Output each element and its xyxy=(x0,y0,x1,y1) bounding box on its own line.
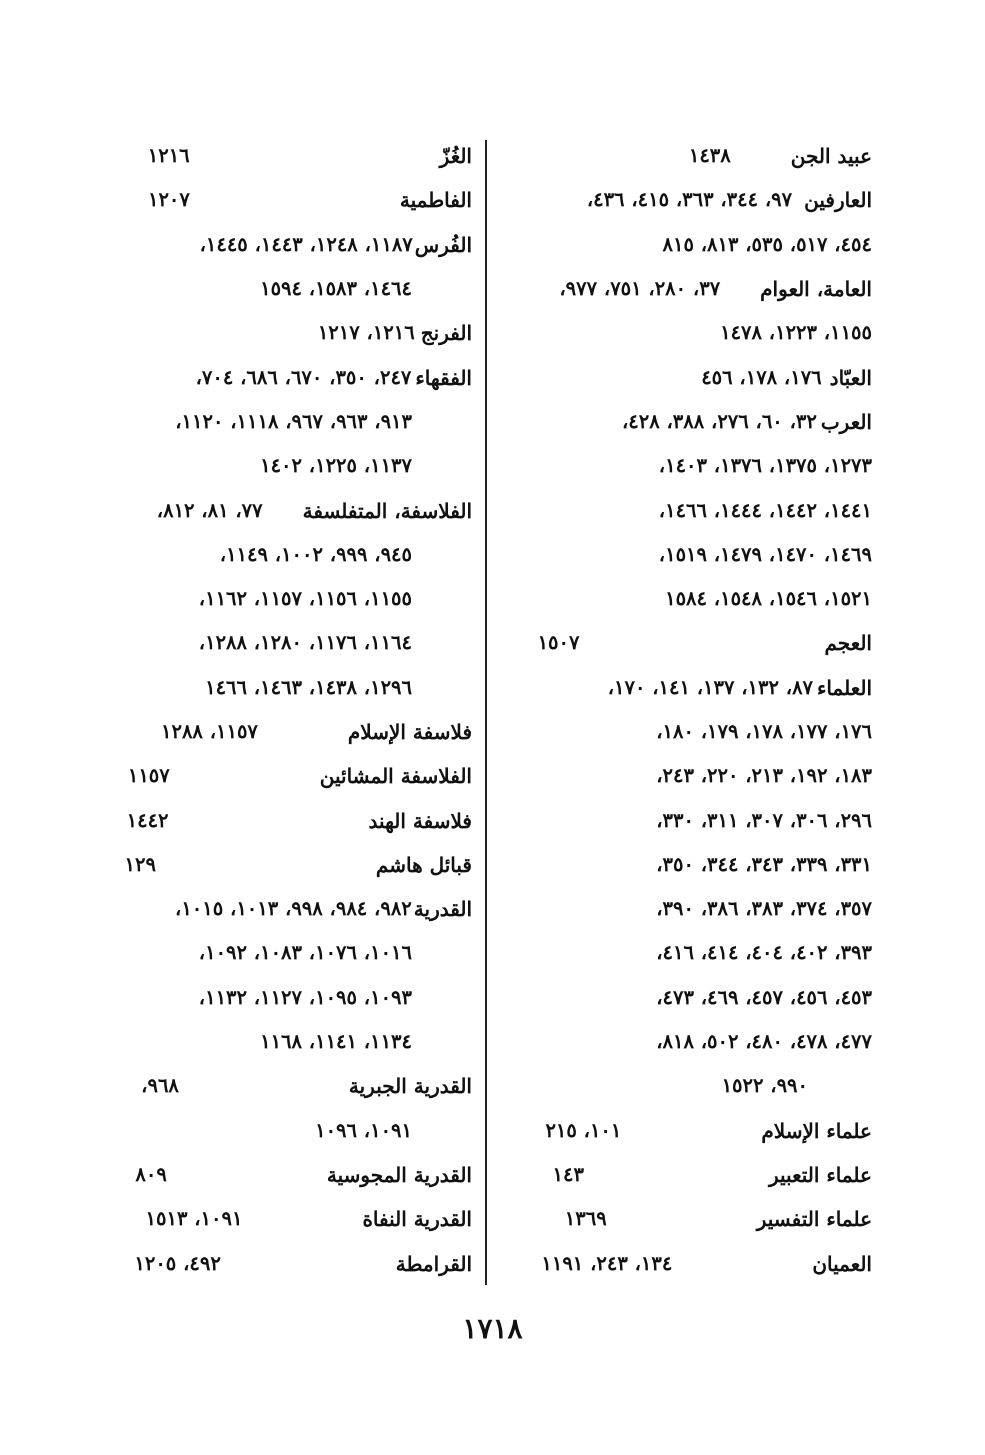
index-continuation-line xyxy=(100,1109,472,1153)
index-term: الفلاسفة، المتفلسفة xyxy=(302,498,472,523)
index-term: القرامطة xyxy=(395,1251,472,1276)
index-page-refs: ١١٥٧، ١٢٨٨ xyxy=(161,720,258,743)
index-page-refs: ٤٧٧، ٤٧٨، ٤٨٠، ٥٠٢، ٨١٨، xyxy=(656,1030,872,1054)
index-entry xyxy=(100,843,472,887)
index-continuation-line xyxy=(500,444,872,488)
index-continuation-line xyxy=(500,931,872,975)
index-page-refs: ١٢٧٣، ١٣٧٥، ١٣٧٦، ١٤٠٣، xyxy=(658,454,872,478)
index-page-refs: ٩٧، ٣٤٤، ٣٦٣، ٤١٥، ٤٣٦، xyxy=(586,188,793,212)
index-page-refs: ٣٣١، ٣٣٩، ٣٤٣، ٣٤٤، ٣٥٠، xyxy=(656,852,872,876)
index-entry xyxy=(100,798,472,842)
index-page-refs: ١١٣٤، ١١٤١، ١١٦٨ xyxy=(260,1030,412,1054)
column-divider xyxy=(485,140,487,1285)
index-continuation-line xyxy=(100,1020,472,1064)
index-term: العجم xyxy=(824,631,872,656)
index-entry xyxy=(500,1197,872,1241)
index-term: علماء التفسير xyxy=(756,1207,872,1232)
index-entry xyxy=(500,1109,872,1153)
index-page-refs: ١١٣٧، ١٢٢٥، ١٤٠٢ xyxy=(260,454,412,478)
index-continuation-line xyxy=(500,577,872,621)
index-term: العرب xyxy=(820,409,872,434)
index-page-refs: ١٧٦، ١٧٨، ٤٥٦ xyxy=(701,365,822,389)
index-entry xyxy=(500,666,872,710)
index-term: عبيد الجن xyxy=(790,144,872,169)
index-page-refs: ٢٩٦، ٣٠٦، ٣٠٧، ٣١١، ٣٣٠، xyxy=(656,808,872,832)
index-term: فلاسفة الهند xyxy=(368,808,472,833)
index-term: الفقهاء xyxy=(415,365,472,390)
index-entry xyxy=(500,134,872,178)
index-page-refs: ١٢٠٧ xyxy=(147,188,190,212)
index-page-refs: ١٠٩١، ١٠٩٦ xyxy=(315,1118,412,1142)
index-term: القدرية الجبرية xyxy=(348,1074,472,1099)
index-entry xyxy=(100,488,472,532)
index-continuation-line xyxy=(100,976,472,1020)
index-page-refs: ١١٥٥، ١٢٢٣، ١٤٧٨ xyxy=(720,321,872,345)
page-number: ١٧١٨ xyxy=(462,1312,523,1345)
index-page-refs: ١٢١٦، ١٢١٧ xyxy=(317,321,415,345)
index-page-refs: ٢٤٧، ٣٥٠، ٦٧٠، ٦٨٦، ٧٠٤، xyxy=(195,365,412,389)
index-page-refs: ٩٨٢، ٩٨٤، ٩٩٨، ١٠١٣، ١٠١٥، xyxy=(175,897,412,921)
index-page-refs: ١٠٩١، ١٥١٣ xyxy=(145,1207,243,1231)
index-term: قبائل هاشم xyxy=(375,852,472,877)
index-term: علماء الإسلام xyxy=(761,1118,872,1143)
index-continuation-line xyxy=(500,1020,872,1064)
index-page-refs: ١٤٣ xyxy=(552,1162,584,1186)
index-continuation-line xyxy=(500,223,872,267)
index-page-refs: ١١٦٤، ١١٧٦، ١٢٨٠، ١٢٨٨، xyxy=(198,631,412,655)
index-entry xyxy=(500,1241,872,1285)
index-continuation-line xyxy=(100,444,472,488)
index-term: العميان xyxy=(812,1251,872,1276)
index-page-refs: ١٠١٦، ١٠٧٦، ١٠٨٣، ١٠٩٢، xyxy=(198,941,412,965)
index-page-refs: ١٥٠٧ xyxy=(537,631,580,655)
index-entry xyxy=(500,178,872,222)
index-term: فلاسفة الإسلام xyxy=(347,720,472,744)
index-continuation-line xyxy=(500,1064,872,1108)
index-continuation-line xyxy=(500,798,872,842)
index-term: الفلاسفة المشائين xyxy=(319,764,472,789)
index-page-refs: ٤٩٢، ١٢٠٥ xyxy=(134,1251,221,1275)
index-term: العبّاد xyxy=(829,365,872,390)
index-column-left xyxy=(100,134,472,1286)
index-page-refs: ٤٥٤، ٥١٧، ٥٣٥، ٨١٣، ٨١٥ xyxy=(662,232,872,256)
index-page-refs: ١٥٢١، ١٥٤٦، ١٥٤٨، ١٥٨٤ xyxy=(665,587,872,611)
index-entry xyxy=(100,887,472,931)
index-continuation-line xyxy=(500,488,872,532)
index-entry xyxy=(100,355,472,399)
index-page-refs: ١٢٩٦، ١٤٣٨، ١٤٦٣، ١٤٦٦ xyxy=(205,675,412,699)
index-term: العامة، العوام xyxy=(760,277,872,302)
index-continuation-line xyxy=(100,931,472,975)
index-page-refs: ٨٠٩ xyxy=(135,1162,167,1186)
index-entry xyxy=(100,1153,472,1197)
index-continuation-line xyxy=(100,666,472,710)
index-continuation-line xyxy=(100,267,472,311)
index-page-refs: ١٤٤٢ xyxy=(126,808,169,832)
index-continuation-line xyxy=(500,754,872,798)
index-term: القدرية xyxy=(413,897,472,922)
index-page-refs: ١١٥٥، ١١٥٦، ١١٥٧، ١١٦٢، xyxy=(198,587,412,611)
index-page-refs: ١٣٤، ٢٤٣، ١١٩١ xyxy=(541,1251,673,1275)
index-term: العلماء xyxy=(817,675,872,700)
index-continuation-line xyxy=(500,710,872,754)
index-entry xyxy=(500,355,872,399)
index-entry xyxy=(500,400,872,444)
index-term: الفُرس xyxy=(414,232,472,257)
index-page-refs: ١٧٦، ١٧٧، ١٧٨، ١٧٩، ١٨٠، xyxy=(656,720,872,743)
index-entry xyxy=(100,710,472,754)
index-page-refs: ٣٢، ٦٠، ٢٧٦، ٣٨٨، ٤٢٨، xyxy=(621,409,817,433)
index-page-refs: ١٢١٦ xyxy=(147,144,190,168)
index-entry xyxy=(100,754,472,798)
index-entry xyxy=(500,621,872,665)
index-term: الفاطمية xyxy=(399,188,472,213)
index-entry xyxy=(100,311,472,355)
index-page-refs: ٤٥٣، ٤٥٦، ٤٥٧، ٤٦٩، ٤٧٣، xyxy=(656,985,872,1009)
index-continuation-line xyxy=(500,311,872,355)
index-page-refs: ١٤٣٨ xyxy=(688,144,731,168)
index-term: علماء التعبير xyxy=(768,1162,872,1187)
index-continuation-line xyxy=(100,577,472,621)
index-page-refs: ٣٧، ٢٨٠، ٧٥١، ٩٧٧، xyxy=(559,277,721,301)
index-entry xyxy=(100,1197,472,1241)
index-entry xyxy=(100,223,472,267)
index-entry xyxy=(100,1064,472,1108)
index-page-refs: ٩٩٠، ١٥٢٢ xyxy=(721,1074,808,1098)
index-term: الغُزّ xyxy=(439,144,472,169)
index-continuation-line xyxy=(100,400,472,444)
index-page-refs: ٣٥٧، ٣٧٤، ٣٨٣، ٣٨٦، ٣٩٠، xyxy=(656,897,872,921)
index-continuation-line xyxy=(500,843,872,887)
index-column-right xyxy=(500,134,872,1286)
index-page-refs: ١١٨٧، ١٢٤٨، ١٤٤٣، ١٤٤٥، xyxy=(199,232,413,256)
index-term: الفرنج xyxy=(420,321,472,346)
index-continuation-line xyxy=(100,533,472,577)
index-page-refs: ١٠٩٣، ١٠٩٥، ١١٢٧، ١١٣٢، xyxy=(198,985,412,1009)
index-entry xyxy=(500,267,872,311)
index-continuation-line xyxy=(500,887,872,931)
index-page-refs: ٣٩٣، ٤٠٢، ٤٠٤، ٤١٤، ٤١٦، xyxy=(656,941,872,965)
index-page-refs: ١٢٩ xyxy=(124,852,156,876)
index-continuation-line xyxy=(500,533,872,577)
index-entry xyxy=(100,1241,472,1285)
index-entry xyxy=(500,1153,872,1197)
index-page-refs: ١٨٣، ١٩٢، ٢١٣، ٢٢٠، ٢٤٣، xyxy=(656,764,872,788)
index-term: القدرية المجوسية xyxy=(326,1162,472,1187)
index-continuation-line xyxy=(100,621,472,665)
index-page-refs: ١٠١، ٢١٥ xyxy=(545,1118,622,1142)
index-page-refs: ١٤٤١، ١٤٤٢، ١٤٤٤، ١٤٦٦، xyxy=(658,498,872,522)
index-page-refs: ١٣٦٩ xyxy=(564,1207,607,1231)
index-page-refs: ٩١٣، ٩٦٣، ٩٦٧، ١١١٨، ١١٢٠، xyxy=(175,409,412,433)
index-page-refs: ٩٤٥، ٩٩٩، ١٠٠٢، ١١٤٩، xyxy=(219,542,412,566)
index-page-refs: ١١٥٧ xyxy=(127,764,170,788)
index-page-refs: ١٤٦٩، ١٤٧٠، ١٤٧٩، ١٥١٩، xyxy=(658,542,872,566)
index-page-refs: ١٤٦٤، ١٥٨٣، ١٥٩٤ xyxy=(260,277,412,301)
index-page-refs: ٩٦٨، xyxy=(141,1074,179,1098)
index-entry xyxy=(100,178,472,222)
index-page-refs: ٧٧، ٨١، ٨١٢، xyxy=(156,498,263,522)
index-continuation-line xyxy=(500,976,872,1020)
index-page-refs: ٨٧، ١٣٢، ١٣٧، ١٤١، ١٧٠، xyxy=(607,675,814,699)
index-term: العارفين xyxy=(804,188,872,213)
index-term: القدرية النفاة xyxy=(362,1207,472,1232)
index-entry xyxy=(100,134,472,178)
